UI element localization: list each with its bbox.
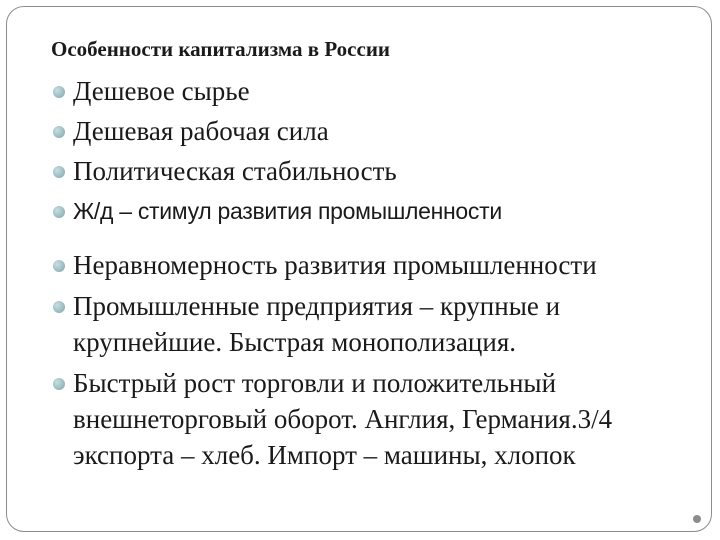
bullet-text: Неравномерность развития промышленности	[73, 250, 597, 280]
bullet-dot-icon	[53, 126, 65, 138]
bullet-dot-icon	[53, 378, 65, 390]
bullet-dot-icon	[53, 260, 65, 272]
bullet-item	[51, 247, 691, 283]
bullet-item	[51, 153, 691, 189]
bullet-text: Промышленные предприятия – крупные и крупнейшие. Быстрая монополизация.	[73, 291, 561, 357]
bullet-item	[51, 73, 691, 109]
bullet-text: Дешевая рабочая сила	[73, 116, 329, 146]
slide-frame	[6, 6, 712, 532]
bullet-item	[51, 288, 691, 360]
bullet-text: Дешевое сырье	[73, 76, 250, 106]
bullet-dot-icon	[53, 166, 65, 178]
bullet-dot-icon	[53, 301, 65, 313]
corner-dot-icon	[693, 515, 701, 523]
bullet-text: Политическая стабильность	[73, 156, 397, 186]
bullet-list	[51, 73, 691, 478]
bullet-item	[51, 113, 691, 149]
bullet-dot-icon	[53, 86, 65, 98]
bullet-item	[51, 193, 691, 229]
bullet-dot-icon	[53, 206, 65, 218]
bullet-item	[51, 365, 691, 473]
slide-title: Особенности капитализма в России	[51, 37, 391, 61]
bullet-text: Быстрый рост торговли и положительный внешнеторговый оборот. Англия, Германия.3/4 экспорта – хлеб. Импорт – машины, хлопок	[73, 368, 613, 470]
bullet-text: Ж/д – стимул развития промышленности	[73, 198, 502, 224]
